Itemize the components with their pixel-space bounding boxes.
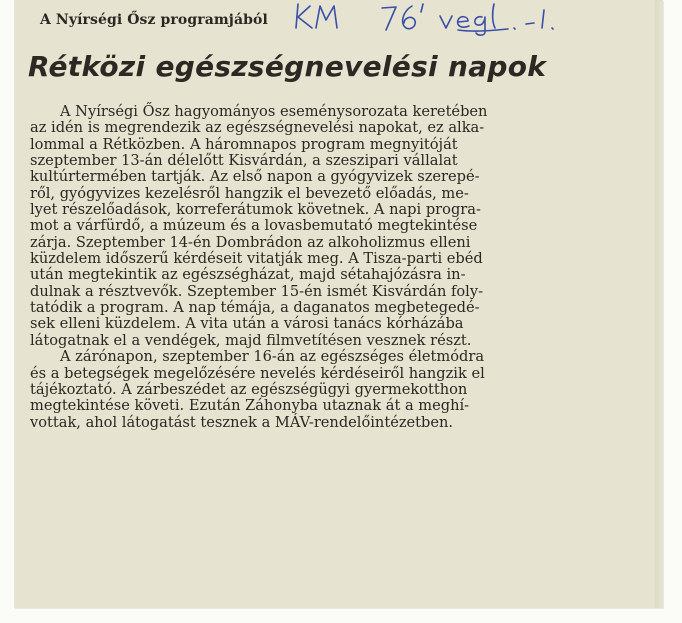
- body-line: az idén is megrendezik az egészségnevelési napokat, ez alka-: [30, 119, 485, 137]
- article-headline: Rétközi egészségnevelési napok: [28, 50, 547, 83]
- handwritten-note-icon: [282, 0, 602, 38]
- body-line: mot a várfürdő, a múzeum és a lovasbemutató megtekintése: [30, 217, 478, 235]
- body-line: tájékoztató. A zárbeszédet az egészségügyi gyermekotthon: [30, 380, 468, 398]
- article-kicker: A Nyírségi Ősz programjából: [40, 12, 268, 28]
- body-line: zárja. Szeptember 14-én Dombrádon az alkoholizmus elleni: [30, 233, 471, 251]
- body-line: megtekintése követi. Ezután Záhonyba utaznak át a meghí-: [30, 397, 470, 415]
- body-line: szeptember 13-án délelőtt Kisvárdán, a szeszipari vállalat: [30, 152, 458, 170]
- body-line: sek elleni küzdelem. A vita után a városi tanács kórházába: [30, 315, 464, 333]
- body-line: tatódik a program. A nap témája, a daganatos megbetegedé-: [30, 299, 480, 317]
- clipping-edge-shadow: [655, 0, 663, 608]
- article-body: [30, 104, 560, 431]
- handwritten-note: [282, 0, 602, 38]
- body-line: látogatnak el a vendégek, majd filmvetítésen vesznek részt.: [30, 331, 472, 349]
- body-line: ről, gyógyvizes kezelésről hangzik el bevezető előadás, me-: [30, 184, 469, 202]
- body-line: és a betegségek megelőzésére nevelés kérdéseiről hangzik el: [30, 364, 485, 382]
- body-line: lommal a Rétközben. A háromnapos program megnyitóját: [30, 135, 458, 153]
- body-line: után megtekintik az egészségházat, majd sétahajózásra in-: [30, 266, 466, 284]
- body-line: vottak, ahol látogatást tesznek a MÁV-rendelőintézetben.: [30, 413, 454, 431]
- body-line: kultúrtermében tartják. Az első napon a gyógyvizek szerepé-: [30, 168, 480, 186]
- body-line: lyet részelőadások, korreferátumok követnek. A napi progra-: [30, 201, 481, 219]
- body-line: A Nyírségi Ősz hagyományos eseménysorozata keretében: [60, 103, 488, 120]
- body-line: dulnak a résztvevők. Szeptember 15-én ismét Kisvárdán foly-: [30, 282, 484, 300]
- body-line: A zárónapon, szeptember 16-án az egészséges életmódra: [60, 348, 485, 366]
- body-line: küzdelem időszerű kérdéseit vitatják meg. A Tisza-parti ebéd: [30, 250, 483, 268]
